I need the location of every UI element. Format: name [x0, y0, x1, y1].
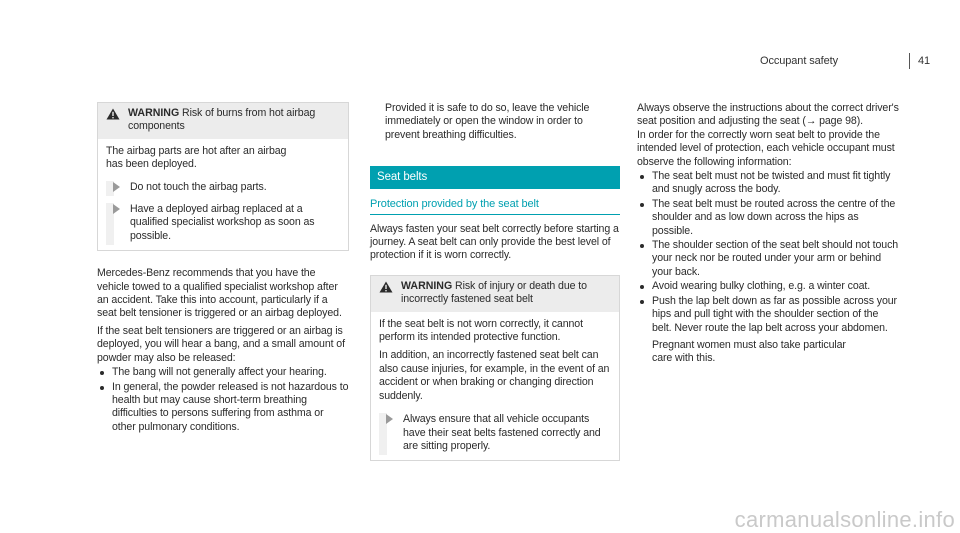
warning-title: Risk of burns from hot airbag	[182, 107, 316, 119]
list-item: The shoulder section of the seat belt should not touch your neck nor be routed under your arm or behind your back.	[637, 239, 899, 279]
warning-title-line2: components	[128, 120, 185, 133]
warning-box-burns	[97, 102, 349, 251]
list-item: Push the lap belt down as far as possible across your hips and pull tight with the shoulder section of the belt. Never route the lap belt across your abdomen.	[637, 295, 899, 335]
action-arrow-icon	[113, 182, 120, 192]
watermark: carmanualsonline.info	[734, 507, 955, 532]
action-arrow-icon	[386, 414, 393, 424]
action-text: Do not touch the airbag parts.	[130, 180, 267, 193]
running-head-divider	[909, 53, 910, 69]
paragraph-tensioners: If the seat belt tensioners are triggered or an airbag is deployed, you will hear a bang, and a small amount of powder may also be released:	[97, 324, 345, 364]
bullet-list-powder	[97, 366, 349, 434]
action-item	[106, 203, 340, 243]
action-arrow-icon	[113, 204, 120, 214]
section-heading-seat-belts: Seat belts	[370, 166, 620, 189]
list-item: The bang will not generally affect your hearing.	[97, 366, 349, 379]
paragraph-towing: Mercedes-Benz recommends that you have the vehicle towed to a qualified specialist workshop after an accident. Take this into account, particularly if a seat belt tensioner is triggered or an airbag deployed.	[97, 267, 342, 320]
paragraph-fasten: Always fasten your seat belt correctly before starting a journey. A seat belt can only provide the best level of protection if it is worn correctly.	[370, 222, 619, 262]
action-item	[106, 181, 340, 194]
bullet-list-seat-belt	[637, 170, 899, 335]
running-head-title: Occupant safety	[760, 55, 838, 67]
paragraph-seat-position: Always observe the instructions about the correct driver's seat position and adjusting the seat (→ page 98).	[637, 102, 899, 128]
running-head	[760, 55, 930, 68]
page-number: 41	[917, 55, 930, 67]
warning-body	[371, 312, 619, 461]
list-item: The seat belt must be routed across the centre of the shoulder and as low down across the hips as possible.	[637, 198, 899, 238]
warning-keyword: WARNING	[128, 107, 180, 119]
action-text: Have a deployed airbag replaced at a qualified specialist workshop as soon as possible.	[130, 203, 315, 242]
warning-text: If the seat belt is not worn correctly, it cannot perform its intended protective function.	[379, 317, 583, 344]
warning-box-seat-belt	[370, 275, 620, 461]
list-item: In general, the powder released is not hazardous to health but may cause short-term breathing difficulties to persons suffering from asthma or other pulmonary conditions.	[97, 381, 349, 435]
column-3	[637, 102, 899, 366]
warning-text: In addition, an incorrectly fastened seat belt can also cause injuries, for example, in the event of an accident or when braking or changing direction suddenly.	[379, 349, 610, 402]
warning-triangle-icon	[379, 281, 393, 293]
column-1	[97, 102, 349, 434]
paragraph-information: In order for the correctly worn seat belt to provide the intended level of protection, each vehicle occupant must observe the following information:	[637, 128, 895, 168]
warning-title: Risk of injury or death due to	[455, 279, 587, 292]
list-item: The seat belt must not be twisted and must fit tightly and snugly across the body.	[637, 170, 899, 197]
warning-title-line2: incorrectly fastened seat belt	[401, 293, 533, 306]
warning-keyword: WARNING	[401, 279, 453, 292]
paragraph-leave-vehicle: Provided it is safe to do so, leave the vehicle immediately or open the window in order to prevent breathing difficulties.	[385, 102, 590, 141]
column-2	[370, 102, 620, 461]
subsection-heading-protection: Protection provided by the seat belt	[370, 198, 620, 214]
warning-header	[98, 103, 348, 139]
paragraph-pregnant-note: Pregnant women must also take particular care with this.	[652, 338, 846, 365]
list-item: Avoid wearing bulky clothing, e.g. a winter coat.	[637, 280, 899, 293]
action-text: Always ensure that all vehicle occupants have their seat belts fastened correctly and are sitting properly.	[403, 413, 601, 452]
warning-header	[371, 276, 619, 312]
warning-body	[98, 139, 348, 250]
warning-triangle-icon	[106, 108, 120, 120]
action-item	[379, 413, 611, 453]
warning-text: The airbag parts are hot after an airbag has been deployed.	[106, 144, 287, 171]
